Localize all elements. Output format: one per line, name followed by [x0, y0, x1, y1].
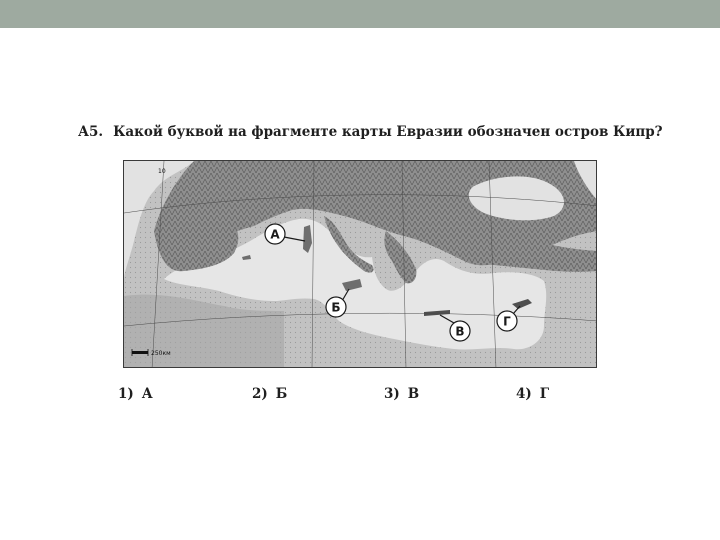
answer-label: Б — [275, 386, 288, 402]
marker-v-label: В — [455, 324, 465, 339]
map-fragment — [123, 160, 597, 368]
map-svg — [124, 161, 597, 368]
answer-option-3[interactable] — [384, 386, 419, 402]
question-body: Какой буквой на фрагменте карты Евразии обозначен остров Кипр? — [113, 124, 663, 140]
marker-g-label: Г — [503, 314, 511, 329]
answer-number: 3) — [384, 386, 400, 402]
answer-option-4[interactable] — [516, 386, 549, 402]
answer-label: А — [141, 386, 153, 402]
answer-label: В — [407, 386, 420, 402]
question-number: А5. — [78, 124, 104, 140]
scale-label: 250км — [151, 350, 171, 357]
answer-label: Г — [539, 386, 550, 402]
answer-option-1[interactable] — [118, 386, 153, 402]
slide-header-bar — [0, 0, 720, 28]
scale-bar-segment — [132, 351, 148, 354]
answer-number: 4) — [516, 386, 532, 402]
answer-number: 1) — [118, 386, 134, 402]
meridian-label: 10 — [158, 168, 166, 175]
marker-a-label: А — [270, 227, 280, 242]
marker-b-label: Б — [331, 300, 341, 315]
answer-option-2[interactable] — [252, 386, 287, 402]
question-text — [78, 124, 678, 140]
answer-number: 2) — [252, 386, 268, 402]
answer-options — [0, 386, 720, 406]
